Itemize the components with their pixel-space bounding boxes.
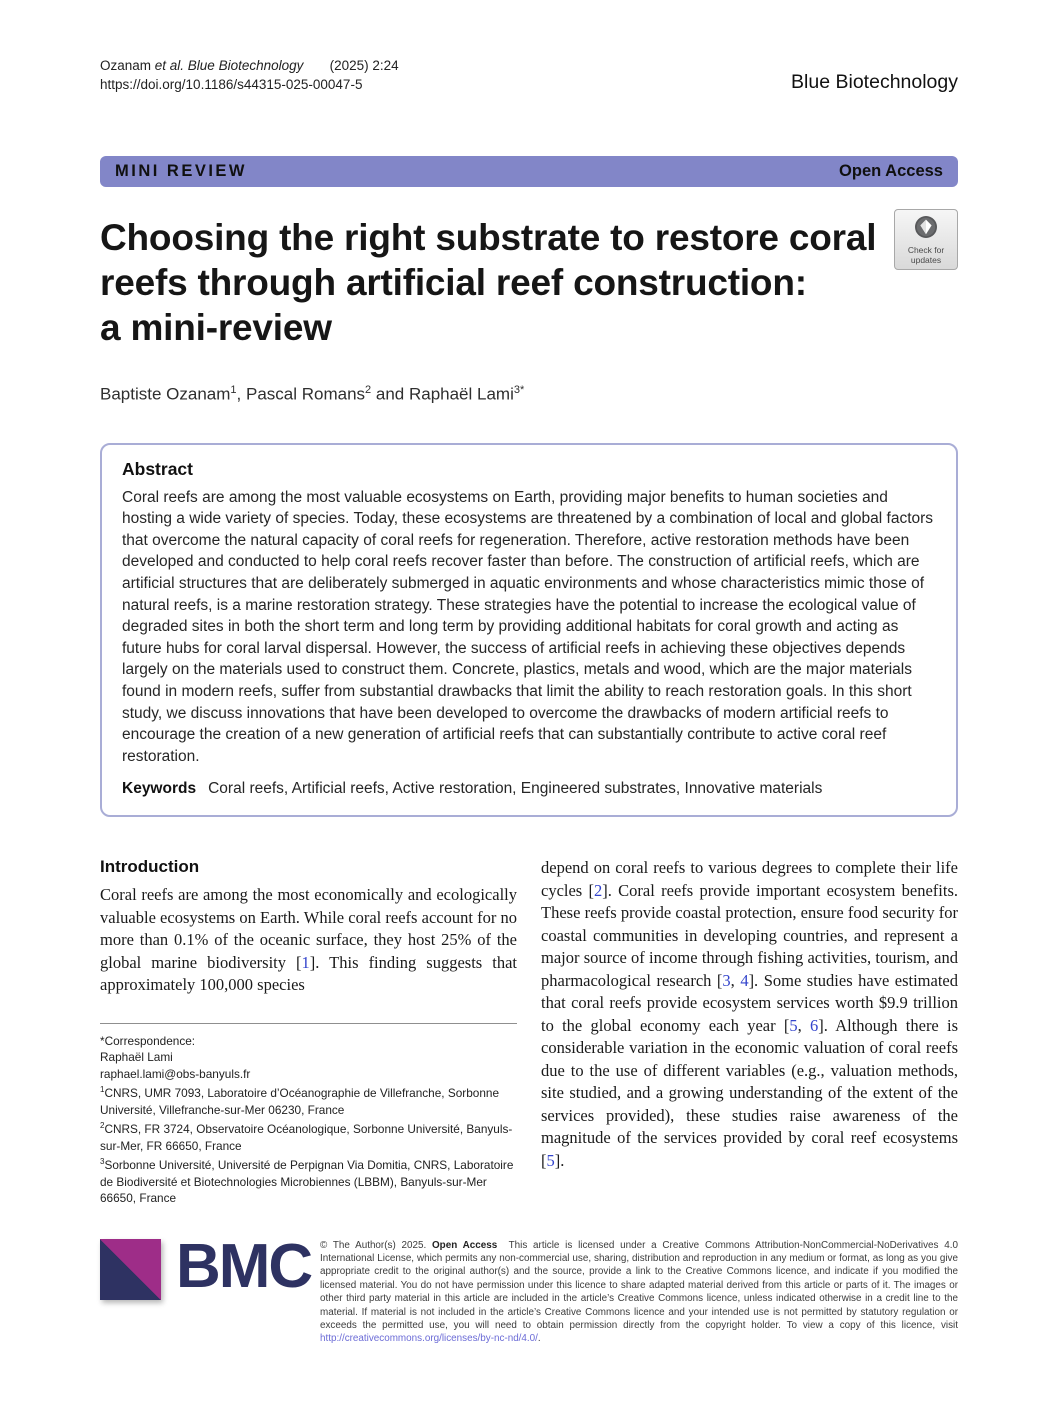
license-link[interactable]: http://creativecommons.org/licenses/by-nc-nd/4.0/: [320, 1333, 538, 1345]
page-footer: [100, 1231, 958, 1346]
bmc-logo: [100, 1231, 312, 1301]
italic-text: et al. Blue Biotechnology: [154, 58, 304, 73]
license-text: © The Author(s) 2025. Open Access This article is licensed under a Creative Commons Attribution-NonCommercial-NoDerivatives 4.0 International License, which permits any non-commercial use, sharing, distribution and reproduction in any medium or format, as long as you give appropriate credit to the original author(s) and the source, provide a link to the Creative Commons licence, and indicate if you modified the licensed material. You do not have permission under this licence to share adapted material derived from this article or parts of it. The images or other third party material in this article are included in the article’s Creative Commons licence, unless indicated otherwise in a credit line to the material. If material is not included in the article’s Creative Commons licence and your intended use is not permitted by statutory regulation or exceeds the permitted use, you will need to obtain permission directly from the copyright holder. To view a copy of this licence, visit http://creativecommons.org/licenses/by-nc-nd/4.0/.: [320, 1239, 958, 1345]
header-citation-block: [100, 56, 399, 94]
correspondence-name: Raphaël Lami: [100, 1050, 173, 1065]
journal-name: Blue Biotechnology: [791, 71, 958, 93]
article-title-line1: Choosing the right substrate to restore coral: [100, 217, 877, 258]
authors-line: Baptiste Ozanam$^1$, Pascal Romans$^2$ and Raphaël Lami$^{3*}$: [100, 384, 525, 404]
introduction-paragraph-left: Coral reefs are among the most economically and ecologically valuable ecosystems on Earth. While coral reefs account for no more than 0.1% of the oceanic surface, they host 25% of the global marine biodiversity [1]. This finding suggests that approximately 100,000 species: [100, 885, 518, 995]
article-title-line2: reefs through artificial reef construction:: [100, 262, 807, 303]
badge-label-line1: Check for: [907, 245, 945, 255]
citation-link[interactable]: 5: [546, 1150, 555, 1170]
correspondence-label: *Correspondence:: [100, 1033, 196, 1048]
citation-link[interactable]: 2: [594, 880, 603, 900]
citation-link[interactable]: 4: [740, 970, 749, 990]
superscript: 2: [100, 1121, 105, 1131]
citation-link[interactable]: 1: [301, 952, 310, 972]
body-columns: [100, 857, 958, 1206]
affiliation-1: $^1$CNRS, UMR 7093, Laboratoire d’Océanographie de Villefranche, Sorbonne Université, Villefranche-sur-Mer 06230, France: [100, 1085, 500, 1117]
introduction-paragraph-right: depend on coral reefs to various degrees to complete their life cycles [2]. Coral reefs provide important ecosystem benefits. These reefs provide coastal protection, ensure food security for coastal communities in developing countries, and represent a major source of income through fishing activities, tourism, and pharmacological research [3, 4]. Some studies have estimated that coral reefs provide ecosystem services worth $9.9 trillion to the global economy each year [5, 6]. Although there is considerable variation in the economic valuation of coral reefs due to the use of different variables (e.g., valuation methods, site studied, and a growing understanding of the extent of the services provided), these studies raise awareness of the magnitude of the services provided by coral reef ecosystems [5].: [541, 858, 959, 1170]
badge-label-line2: updates: [910, 254, 942, 265]
affiliation-3: $^3$Sorbonne Université, Université de Perpignan Via Domitia, CNRS, Laboratoire de Biodiversité et Biotechnologies Microbiennes (LBBM), Banyuls-sur-Mer 66650, France: [100, 1157, 514, 1206]
keywords-text: Coral reefs, Artificial reefs, Active restoration, Engineered substrates, Innovative materials: [208, 780, 823, 798]
correspondence-email[interactable]: raphael.lami@obs-banyuls.fr: [100, 1066, 251, 1081]
bmc-logo-icon: [100, 1239, 161, 1300]
page-header: [100, 56, 958, 94]
abstract-heading: Abstract: [122, 458, 193, 479]
superscript: 3*: [513, 384, 525, 396]
title-section: [100, 215, 958, 350]
bmc-logo-text: BMC: [176, 1231, 312, 1301]
check-for-updates-badge[interactable]: [894, 209, 958, 270]
citation-link[interactable]: 6: [809, 1015, 819, 1035]
header-citation-line: Ozanam et al. Blue Biotechnology (2025) 2:24: [100, 58, 399, 73]
open-access-label: Open Access: [839, 162, 943, 180]
citation-link[interactable]: 3: [722, 970, 731, 990]
affiliation-2: $^2$CNRS, FR 3724, Observatoire Océanologique, Sorbonne Université, Banyuls-sur-Mer, FR 66650, France: [100, 1121, 513, 1153]
header-doi-link[interactable]: https://doi.org/10.1186/s44315-025-00047-5: [100, 77, 363, 92]
article-type-label: MINI REVIEW: [115, 162, 248, 180]
abstract-box: [100, 443, 958, 818]
article-title-line3: a mini-review: [100, 307, 332, 348]
superscript: 1: [230, 384, 237, 396]
article-type-banner: [100, 156, 958, 187]
superscript: 1: [100, 1085, 105, 1095]
right-column: [541, 857, 958, 1206]
bold-text: Open Access: [432, 1239, 498, 1251]
keywords-line: [122, 778, 936, 799]
article-title: [100, 215, 958, 350]
footnotes-block: [100, 1023, 517, 1207]
left-column: [100, 857, 517, 1206]
crossmark-icon: [914, 226, 938, 243]
citation-link[interactable]: 5: [789, 1015, 798, 1035]
introduction-heading: Introduction: [100, 857, 200, 877]
abstract-text: Coral reefs are among the most valuable ecosystems on Earth, providing major benefits to human societies and hosting a wide variety of species. Today, these ecosystems are threatened by a combination of local and global factors that overcome the natural capacity of coral reefs for regeneration. Therefore, active restoration methods have been developed and conducted to help coral reefs recover faster than before. The construction of artificial reefs, which are artificial structures that are deliberately submerged in aquatic environments and whose characteristics mimic those of natural reefs, is a marine restoration strategy. These strategies have the potential to increase the ecological value of degraded sites in both the short term and long term by providing additional habitats for coral growth and acting as future hubs for coral larval dispersal. However, the success of artificial reefs in achieving these objectives depends largely on the materials used to construct them. Concrete, plastics, metals and wood, which are the major materials found in modern reefs, suffer from substantial drawbacks that limit the ability to reach restoration goals. In this short study, we discuss innovations that have been developed to overcome the drawbacks of modern artificial reefs to encourage the creation of a new generation of artificial reefs that can substantially contribute to active coral reef restoration.: [122, 488, 934, 765]
superscript: 2: [365, 384, 372, 396]
superscript: 3: [100, 1157, 105, 1167]
keywords-label: Keywords: [122, 780, 197, 798]
